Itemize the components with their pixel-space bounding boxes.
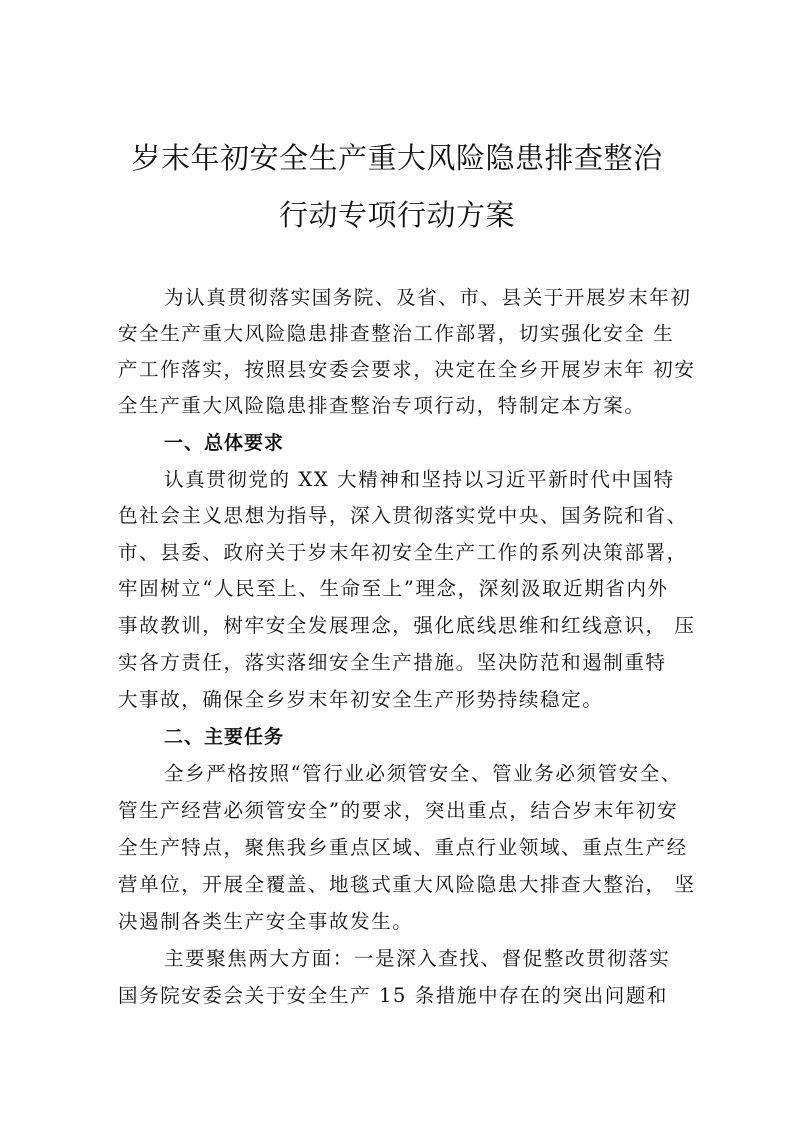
intro-line-2: 安全生产重大风险隐患排查整治工作部署，切实强化安全 生 bbox=[118, 322, 675, 345]
section2-line-1: 全乡严格按照“管行业必须管安全、管业务必须管安全、 bbox=[164, 762, 682, 785]
section2-line-2: 管生产经营必须管安全”的要求，突出重点，结合岁末年初安 bbox=[118, 799, 679, 822]
intro-line-3: 产工作落实，按照县安委会要求，决定在全乡开展岁末年 初安 bbox=[118, 358, 696, 381]
section1-line-4: 牢固树立“人民至上、生命至上”理念，深刻汲取近期省内外 bbox=[118, 577, 669, 600]
section-heading-overall-requirements: 一、总体要求 bbox=[164, 432, 285, 454]
section1-line-3: 市、县委、政府关于岁末年初安全生产工作的系列决策部署， bbox=[118, 541, 688, 564]
intro-line-4: 全生产重大风险隐患排查整治专项行动，特制定本方案。 bbox=[118, 394, 646, 417]
intro-line-1: 为认真贯彻落实国务院、及省、市、县关于开展岁末年初 bbox=[164, 286, 692, 309]
section-heading-main-tasks: 二、主要任务 bbox=[164, 726, 285, 748]
section2-line-5: 决遏制各类生产安全事故发生。 bbox=[118, 910, 414, 933]
section1-line-2: 色社会主义思想为指导，深入贯彻落实党中央、国务院和省、 bbox=[118, 504, 688, 527]
section2-para2-line-1: 主要聚焦两大方面：一是深入查找、督促整改贯彻落实 bbox=[164, 947, 671, 970]
document-title-line-1: 岁末年初安全生产重大风险隐患排查整治 bbox=[131, 141, 663, 175]
section2-para2-line-2: 国务院安委会关于安全生产 15 条措施中存在的突出问题和 bbox=[118, 984, 669, 1007]
section1-line-6: 实各方责任，落实落细安全生产措施。坚决防范和遏制重特 bbox=[118, 651, 667, 674]
document-title-line-2: 行动专项行动方案 bbox=[278, 198, 515, 232]
section2-line-3: 全生产特点，聚焦我乡重点区域、重点行业领域、重点生产经 bbox=[118, 836, 688, 859]
section1-line-1: 认真贯彻党的 XX 大精神和坚持以习近平新时代中国特 bbox=[164, 468, 675, 491]
section2-line-4: 营单位，开展全覆盖、地毯式重大风险隐患大排查大整治， 坚 bbox=[118, 873, 696, 896]
section1-line-5: 事故教训，树牢安全发展理念，强化底线思维和红线意识， 压 bbox=[118, 614, 696, 637]
section1-line-7: 大事故，确保全乡岁末年初安全生产形势持续稳定。 bbox=[118, 688, 604, 711]
